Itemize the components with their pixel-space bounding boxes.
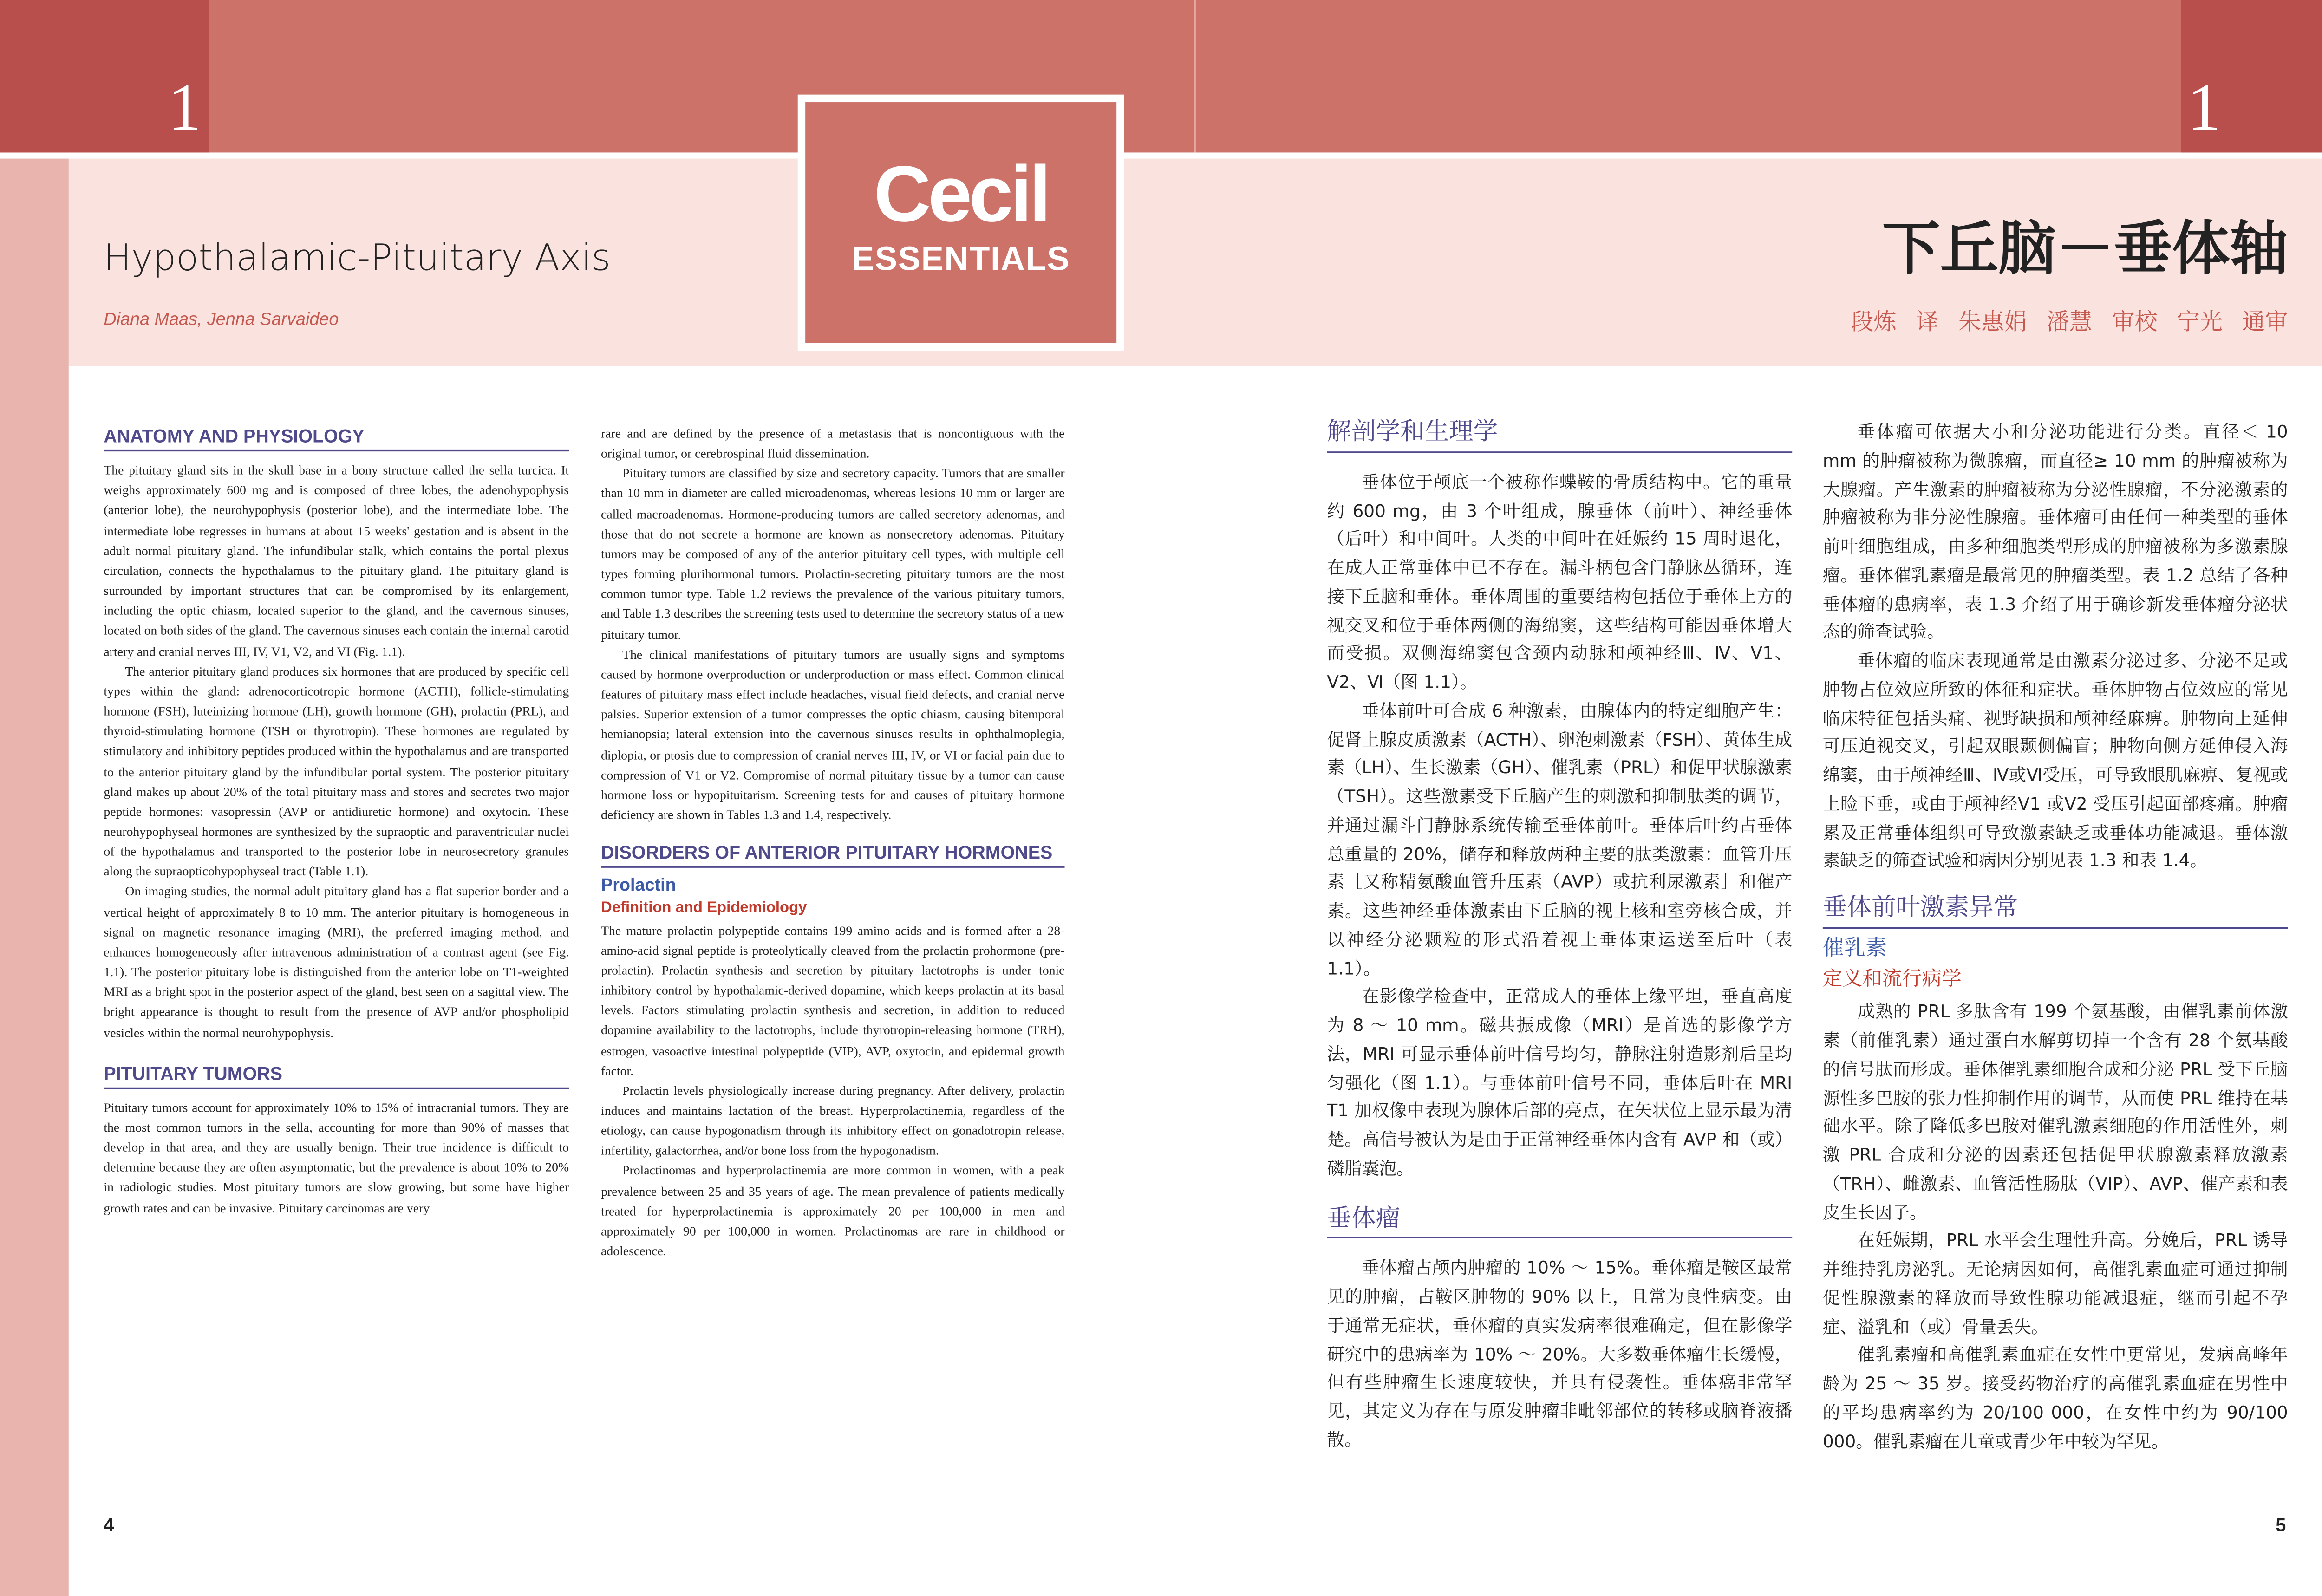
right-column-1 — [1327, 418, 1792, 1454]
left-column-2 — [601, 424, 1064, 1262]
paragraph: Pituitary tumors are classified by size and secretory capacity. Tumors that are smaller than 10 mm in diameter are called microadenomas, whereas lesions 10 mm or larger are called macroadenomas. Hormone-producing tumors are called secretory adenomas, and those that do not secrete a hormone are known as nonsecretory adenomas. Pituitary tumors may be composed of any of the anterior pituitary cell types, with multiple cell types forming plurihormonal tumors. Prolactin-secreting pituitary tumors are the most common tumor type. Table 1.2 reviews the prevalence of the various pituitary tumors, and Table 1.3 describes the screening tests used to determine the secretory status of a new pituitary tumor. — [601, 465, 1065, 642]
paragraph: 在妊娠期，PRL 水平会生理性升高。分娩后，PRL 诱导并维持乳房泌乳。无论病因如何，高催乳素血症可通过抑制促性腺激素的释放而导致性腺功能减退症，继而引起不孕症、溢乳和（或）骨量丢失。 — [1822, 1230, 2288, 1337]
paragraph: rare and are defined by the presence of a metastasis that is noncontiguous with the original tumor, or cerebrospinal fluid dissemination. — [601, 425, 1065, 461]
paragraph: Prolactin levels physiologically increase during pregnancy. After delivery, prolactin induces and maintains lactation of the breast. Hyperprolactinemia, regardless of the etiology, can cause hypogonadism through its inhibitory effect on gonadotropin release, infertility, galactorrhea, and/or bone loss from the hypogonadism. — [601, 1082, 1065, 1158]
top-band — [0, 0, 2322, 152]
paragraph: Prolactinomas and hyperprolactinemia are more common in women, with a peak prevalence between 25 and 35 years of age. The mean prevalence of patients medically treated for hyperprolactinemia is approximately 20 per 100,000 in men and approximately 90 per 100,000 in women. Prolactinomas are rare in childhood or adolescence. — [601, 1163, 1065, 1258]
authors-cn: 段炼 译 朱惠娟 潘慧 审校 宁光 通审 — [1851, 308, 2288, 336]
chapter-title-en: Hypothalamic-Pituitary Axis — [104, 236, 611, 280]
page-number-right: 5 — [2276, 1514, 2286, 1536]
paragraph: The pituitary gland sits in the skull base in a bony structure called the sella turcica. It weighs approximately 600 mg and is composed of three lobes, the adenohypophysis (anterior lobe), the neurohypophysis (posterior lobe), and the intermediate lobe. The intermediate lobe regresses in humans at about 15 weeks' gestation and is absent in the adult normal pituitary gland. The infundibular stalk, which contains the portal plexus circulation, connects the hypothalamus to the pituitary gland. The pituitary gland is surrounded by important structures that can be compromised by its enlargement, including the optic chiasm, located superior to the gland, and the cavernous sinuses, located on both sides of the gland. The cavernous sinuses each contain the internal carotid artery and cranial nerves III, IV, V1, V2, and VI (Fig. 1.1). — [104, 462, 569, 658]
paragraph: 垂体瘤可依据大小和分泌功能进行分类。直径＜ 10 mm 的肿瘤被称为微腺瘤，而直径≥ 10 mm 的肿瘤被称为大腺瘤。产生激素的肿瘤被称为分泌性腺瘤，不分泌激素的肿瘤被称为非分泌性腺瘤。垂体瘤可由任何一种类型的垂体前叶细胞组成，由多种细胞类型形成的肿瘤被称为多激素腺瘤。垂体催乳素瘤是最常见的肿瘤类型。表 1.2 总结了各种垂体瘤的患病率，表 1.3 介绍了用于确诊新发垂体瘤分泌状态的筛查试验。 — [1822, 421, 2288, 643]
section-heading: 解剖学和生理学 — [1327, 418, 1792, 453]
chapter-number-right: 1 — [2187, 70, 2221, 145]
paragraph: Pituitary tumors account for approximately 10% to 15% of intracranial tumors. They are the most common tumors in the sella, accounting for more than 90% of masses that develop in that area, and they are usually benign. Their true incidence is difficult to determine because they are often asymptomatic, but the prevalence is about 10% to 20% in radiologic studies. Most pituitary tumors are slow growing, but some have higher growth rates and can be invasive. Pituitary carcinomas are very — [104, 1099, 569, 1215]
cecil-essentials-logo — [798, 95, 1124, 351]
subsubheading: Definition and Epidemiology — [601, 900, 807, 918]
subsubheading: 定义和流行病学 — [1822, 967, 1962, 991]
spine-line — [1194, 0, 1196, 152]
logo-word: Cecil — [874, 151, 1048, 240]
paragraph: 催乳素瘤和高催乳素血症在女性中更常见，发病高峰年龄为 25 ～ 35 岁。接受药物治疗的高催乳素血症在男性中的平均患病率约为 20/100 000，在女性中约为 90/100 000。催乳素瘤在儿童或青少年中较为罕见。 — [1822, 1344, 2288, 1452]
section-heading: 垂体瘤 — [1327, 1204, 1792, 1239]
section-heading: 垂体前叶激素异常 — [1823, 894, 2288, 929]
authors-en: Diana Maas, Jenna Sarvaideo — [104, 311, 339, 330]
paragraph: 垂体位于颅底一个被称作蝶鞍的骨质结构中。它的重量约 600 mg，由 3 个叶组成，腺垂体（前叶）、神经垂体（后叶）和中间叶。人类的中间叶在妊娠约 15 周时退化，在成人正常垂体中已不存在。漏斗柄包含门静脉丛循环，连接下丘脑和垂体。垂体周围的重要结构包括位于垂体上方的视交叉和位于垂体两侧的海绵窦，这些结构可能因垂体增大而受损。双侧海绵窦包含颈内动脉和颅神经Ⅲ、Ⅳ、V1、V2、Ⅵ（图 1.1）。 — [1327, 471, 1793, 693]
left-column-1 — [104, 427, 569, 1218]
section-heading: PITUITARY TUMORS — [104, 1064, 569, 1088]
paragraph: The mature prolactin polypeptide contains 199 amino acids and is formed after a 28-amino-acid signal peptide is proteolytically cleaved from the prolactin prohormone (pre-prolactin). Prolactin synthesis and secretion by pituitary lactotrophs is under tonic inhibitory control by hypothalamic-derived dopamine, which keeps prolactin at its basal levels. Factors stimulating prolactin synthesis and secretion, in addition to reduced dopamine availability to the lactotrophs, include thyrotropin-releasing hormone (TRH), estrogen, vasoactive intestinal polypeptide (VIP), AVP, oxytocin, and epidermal growth factor. — [601, 922, 1065, 1078]
section-heading: ANATOMY AND PHYSIOLOGY — [104, 427, 569, 452]
paragraph: The anterior pituitary gland produces six hormones that are produced by specific cell types within the gland: adrenocorticotropic hormone (ACTH), follicle-stimulating hormone (FSH), luteinizing hormone (LH), growth hormone (GH), prolactin (PRL), and thyroid-stimulating hormone (TSH or thyrotropin). These hormones are regulated by stimulatory and inhibitory peptides produced within the hypothalamus and are transported to the anterior pituitary gland by the infundibular portal system. The posterior pituitary gland makes up about 20% of the total pituitary mass and stores and secretes two major peptide hormones: vasopressin (AVP or antidiuretic hormone) and oxytocin. These neurohypophyseal hormones are synthesized by the supraoptic and paraventricular nuclei of the hypothalamus and transported to the posterior lobe in neurosecretory granules along the supraopticohypophyseal tract (Table 1.1). — [104, 663, 569, 879]
paragraph: 垂体瘤的临床表现通常是由激素分泌过多、分泌不足或肿物占位效应所致的体征和症状。垂体肿物占位效应的常见临床特征包括头痛、视野缺损和颅神经麻痹。肿物向上延伸可压迫视交叉，引起双眼颞侧偏盲；肿物向侧方延伸侵入海绵窦，由于颅神经Ⅲ、Ⅳ或Ⅵ受压，可导致眼肌麻痹、复视或上睑下垂，或由于颅神经V1 或V2 受压引起面部疼痛。肿瘤累及正常垂体组织可导致激素缺乏或垂体功能减退。垂体激素缺乏的筛查试验和病因分别见表 1.3 和表 1.4。 — [1822, 650, 2288, 872]
margin-left — [0, 159, 69, 1596]
section-heading: DISORDERS OF ANTERIOR PITUITARY HORMONES — [601, 844, 1064, 868]
paragraph: The clinical manifestations of pituitary tumors are usually signs and symptoms caused by hormone overproduction or underproduction or mass effect. Common clinical features of pituitary mass effect include headaches, visual field defects, and cranial nerve palsies. Superior extension of a tumor compresses the optic chiasm, causing bitemporal hemianopsia; lateral extension into the cavernous sinuses results in ophthalmoplegia, diplopia, or ptosis due to compression of cranial nerves III, IV, or VI or facial pain due to compression of V1 or V2. Compromise of normal pituitary tissue by a tumor can cause hormone loss or hypopituitarism. Screening tests for and causes of pituitary hormone deficiency are shown in Tables 1.3 and 1.4, respectively. — [601, 646, 1065, 822]
chapter-title-cn: 下丘脑－垂体轴 — [1882, 213, 2288, 282]
chapter-number-left: 1 — [168, 70, 202, 145]
logo-sub: ESSENTIALS — [852, 239, 1070, 278]
page-number-left: 4 — [104, 1514, 114, 1536]
paragraph: 垂体瘤占颅内肿瘤的 10% ～ 15%。垂体瘤是鞍区最常见的肿瘤，占鞍区肿物的 90% 以上，且常为良性病变。由于通常无症状，垂体瘤的真实发病率很难确定，但在影像学研究中的患病率为 10% ～ 20%。大多数垂体瘤生长缓慢，但有些肿瘤生长速度较快，并具有侵袭性。垂体癌非常罕见，其定义为存在与原发肿瘤非毗邻部位的转移或脑脊液播散。 — [1327, 1257, 1793, 1450]
paragraph: 在影像学检查中，正常成人的垂体上缘平坦，垂直高度为 8 ～ 10 mm。磁共振成像（MRI）是首选的影像学方法，MRI 可显示垂体前叶信号均匀，静脉注射造影剂后呈均匀强化（图 1.1）。与垂体前叶信号不同，垂体后叶在 MRI T1 加权像中表现为腺体后部的亮点，在矢状位上显示最为清楚。高信号被认为是由于正常神经垂体内含有 AVP 和（或）磷脂囊泡。 — [1327, 985, 1793, 1179]
subheading: Prolactin — [601, 877, 676, 896]
right-column-2 — [1823, 418, 2288, 1455]
paragraph: 垂体前叶可合成 6 种激素，由腺体内的特定细胞产生：促肾上腺皮质激素（ACTH）、卵泡刺激素（FSH）、黄体生成素（LH）、生长激素（GH）、催乳素（PRL）和促甲状腺激素（TSH）。这些激素受下丘脑产生的刺激和抑制肽类的调节，并通过漏斗门静脉系统传输至垂体前叶。垂体后叶约占垂体总重量的 20%，储存和释放两种主要的肽类激素：血管升压素［又称精氨酸血管升压素（AVP）或抗利尿激素］和催产素。这些神经垂体激素由下丘脑的视上核和室旁核合成，并以神经分泌颗粒的形式沿着视上垂体束运送至后叶（表 1.1）。 — [1327, 699, 1793, 978]
subheading: 催乳素 — [1822, 936, 1887, 961]
paragraph: On imaging studies, the normal adult pituitary gland has a flat superior border and a vertical height of approximately 8 to 10 mm. The anterior pituitary is homogeneous in signal on magnetic resonance imaging (MRI), the preferred imaging method, and enhances homogeneously after intravenous administration of a contrast agent (see Fig. 1.1). The posterior pituitary lobe is distinguished from the anterior lobe on T1-weighted MRI as a bright spot in the posterior aspect of the gland, best seen on a sagittal view. The bright appearance is thought to result from the presence of AVP and/or phospholipid vesicles within the normal neurohypophysis. — [104, 884, 569, 1040]
paragraph: 成熟的 PRL 多肽含有 199 个氨基酸，由催乳素前体激素（前催乳素）通过蛋白水解剪切掉一个含有 28 个氨基酸的信号肽而形成。垂体催乳素细胞合成和分泌 PRL 受下丘脑源性多巴胺的张力性抑制作用的调节，从而使 PRL 维持在基础水平。除了降低多巴胺对催乳激素细胞的作用活性外，刺激 PRL 合成和分泌的因素还包括促甲状腺激素释放激素（TRH）、雌激素、血管活性肠肽（VIP）、AVP、催产素和表皮生长因子。 — [1822, 1001, 2288, 1223]
